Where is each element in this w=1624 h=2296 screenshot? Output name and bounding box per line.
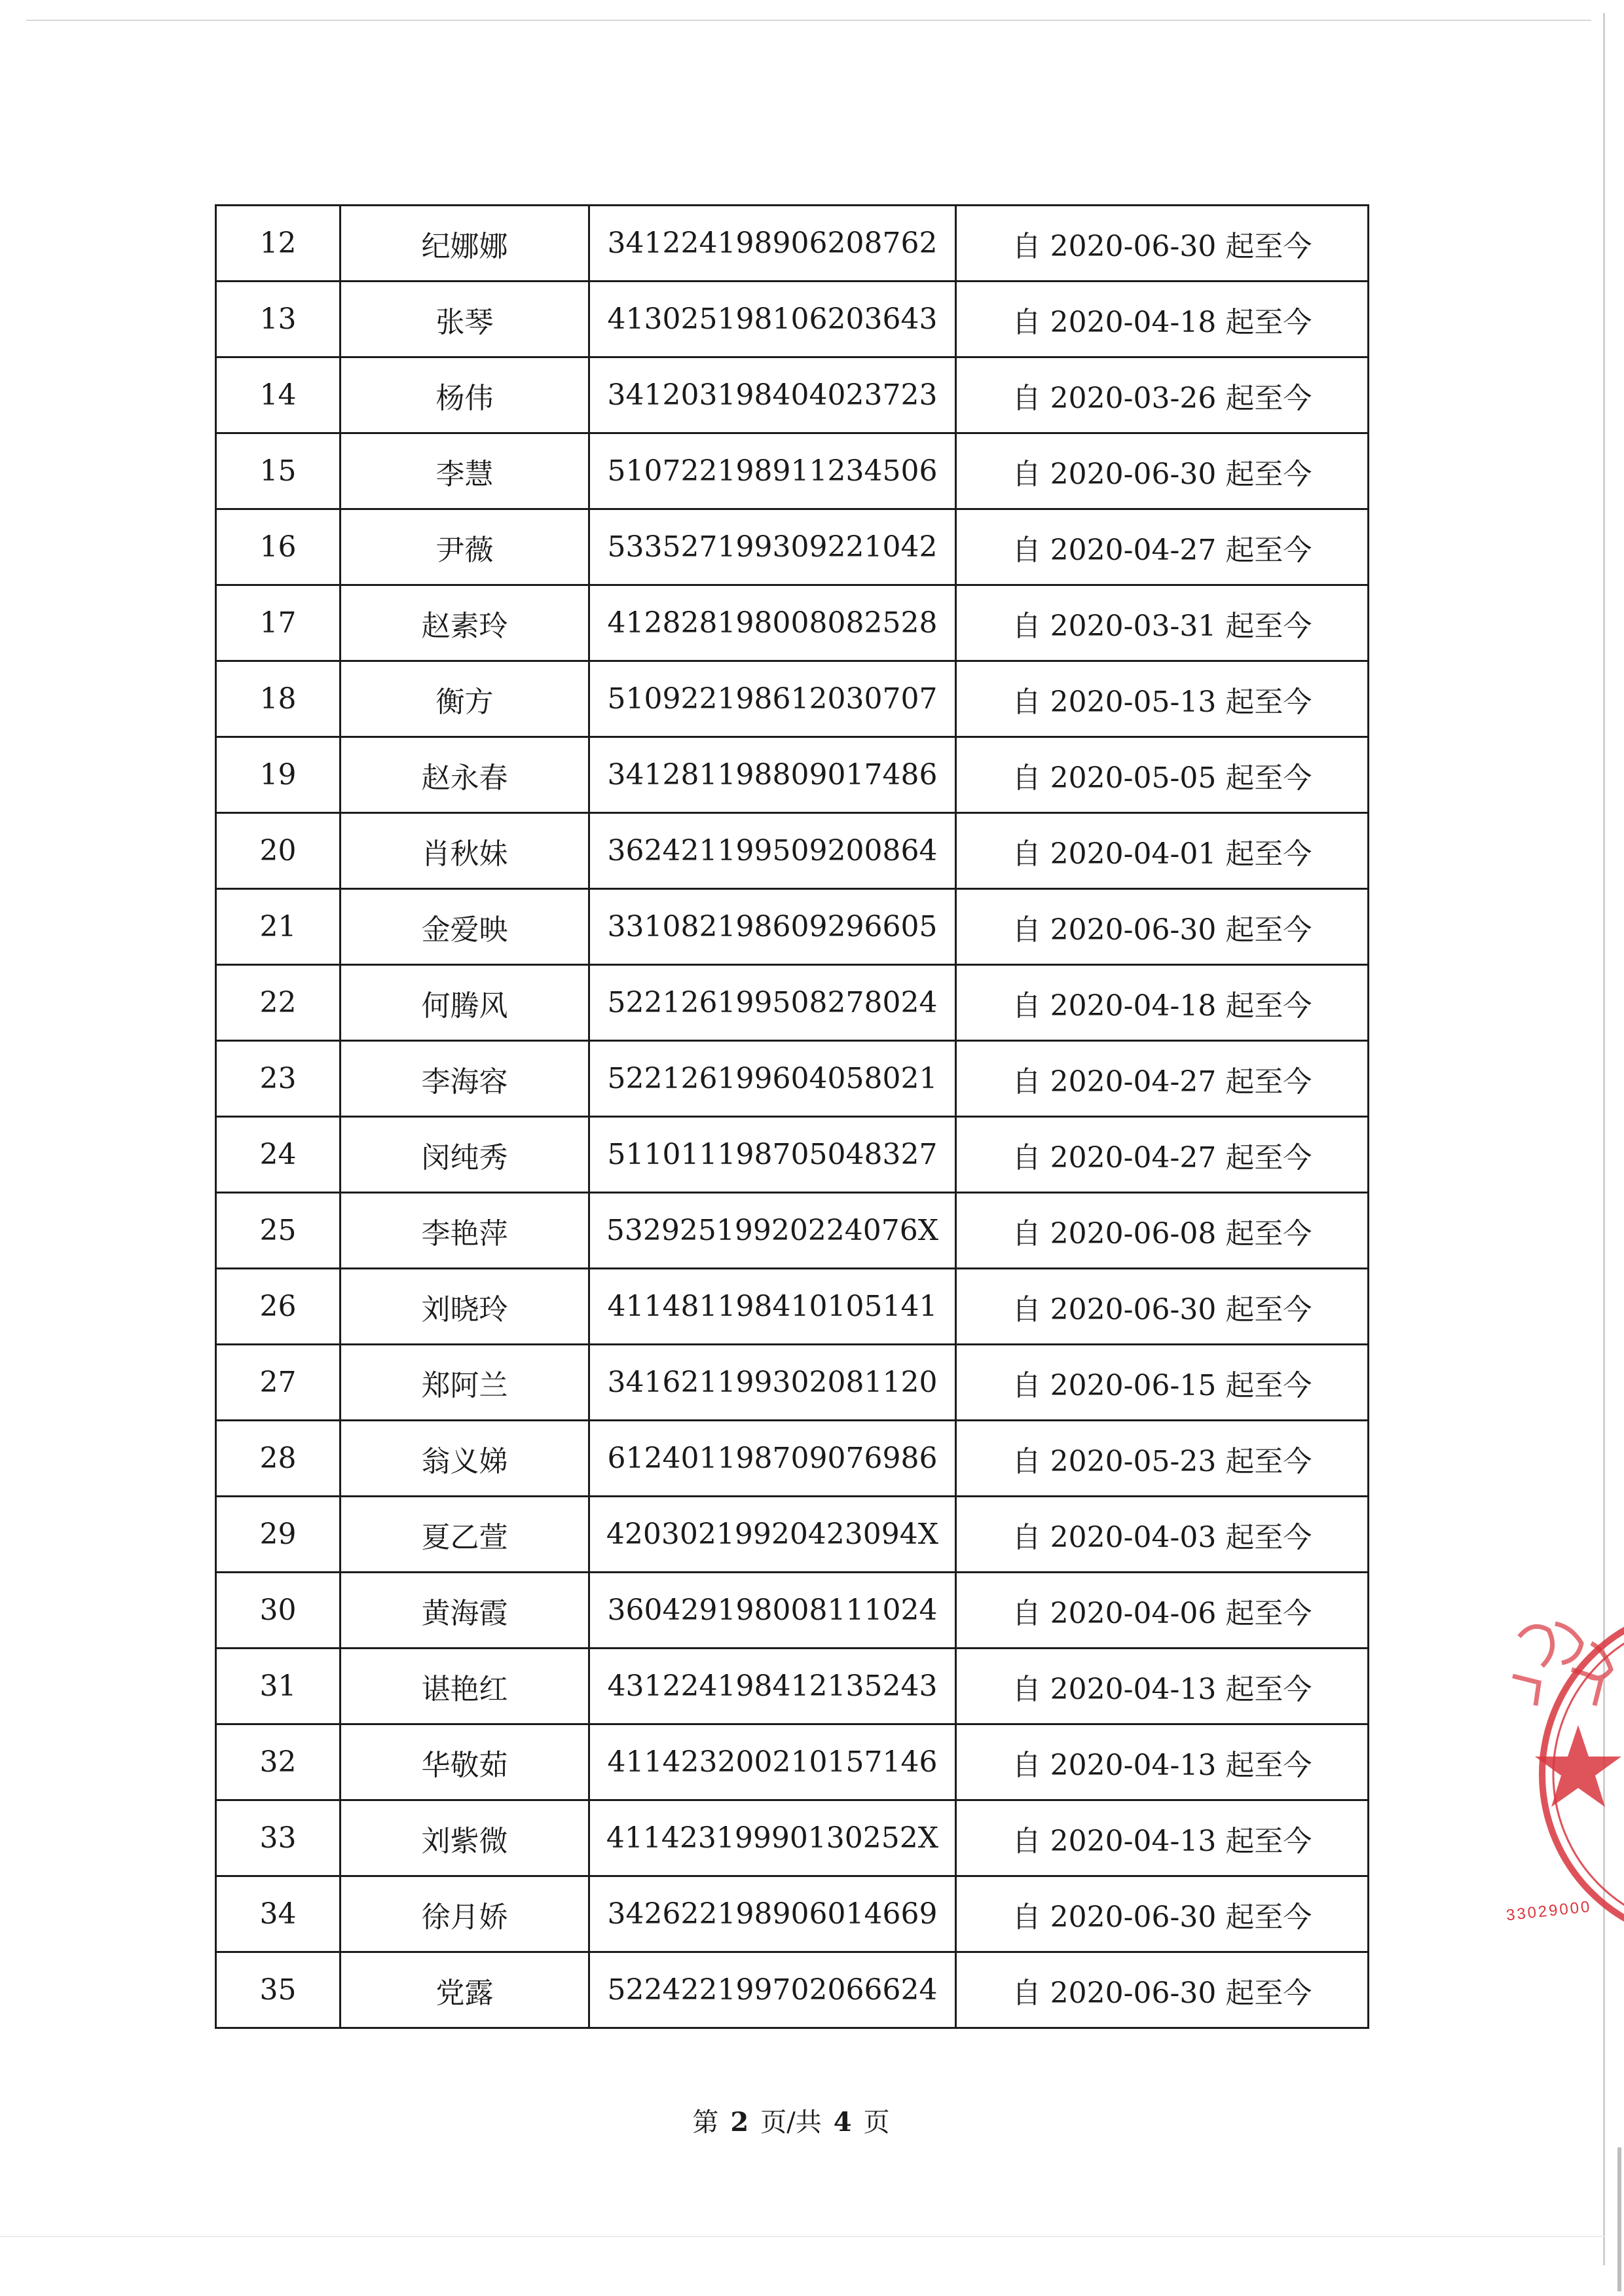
period-cell: 自 2020-04-27 起至今 <box>956 509 1369 585</box>
row-number-cell: 16 <box>216 509 341 585</box>
table-row <box>216 737 1369 813</box>
table-row <box>216 585 1369 661</box>
page-number-footer <box>0 2102 1582 2139</box>
scan-edge-top <box>26 20 1591 21</box>
row-number-cell: 21 <box>216 889 341 965</box>
name-cell: 郑阿兰 <box>341 1345 589 1421</box>
table-row <box>216 661 1369 737</box>
period-cell: 自 2020-04-03 起至今 <box>956 1497 1369 1573</box>
table-row <box>216 1724 1369 1800</box>
id-number-cell: 341621199302081120 <box>589 1345 956 1421</box>
id-number-cell: 331082198609296605 <box>589 889 956 965</box>
period-cell: 自 2020-06-30 起至今 <box>956 206 1369 282</box>
table-row <box>216 813 1369 889</box>
name-cell: 谌艳红 <box>341 1649 589 1724</box>
table-row <box>216 965 1369 1041</box>
name-cell: 党露 <box>341 1952 589 2028</box>
name-cell: 赵素玲 <box>341 585 589 661</box>
period-cell: 自 2020-04-01 起至今 <box>956 813 1369 889</box>
row-number-cell: 19 <box>216 737 341 813</box>
row-number-cell: 18 <box>216 661 341 737</box>
seal-code: 33029000 <box>1505 1897 1593 1925</box>
name-cell: 李海容 <box>341 1041 589 1117</box>
footer-suffix: 页 <box>863 2107 890 2138</box>
name-cell: 华敬茹 <box>341 1724 589 1800</box>
name-cell: 刘晓玲 <box>341 1269 589 1345</box>
name-cell: 何腾风 <box>341 965 589 1041</box>
table-row <box>216 1193 1369 1269</box>
id-number-cell: 341203198404023723 <box>589 357 956 433</box>
period-cell: 自 2020-04-06 起至今 <box>956 1573 1369 1649</box>
id-number-cell: 522422199702066624 <box>589 1952 956 2028</box>
period-cell: 自 2020-06-30 起至今 <box>956 1876 1369 1952</box>
id-number-cell: 510722198911234506 <box>589 433 956 509</box>
id-number-cell: 411423200210157146 <box>589 1724 956 1800</box>
scan-edge-binding <box>1617 2147 1621 2291</box>
id-number-cell: 522126199508278024 <box>589 965 956 1041</box>
name-cell: 纪娜娜 <box>341 206 589 282</box>
id-number-cell: 342622198906014669 <box>589 1876 956 1952</box>
period-cell: 自 2020-04-18 起至今 <box>956 965 1369 1041</box>
name-cell: 翁义娣 <box>341 1421 589 1497</box>
row-number-cell: 33 <box>216 1800 341 1876</box>
row-number-cell: 28 <box>216 1421 341 1497</box>
table-row <box>216 357 1369 433</box>
period-cell: 自 2020-06-30 起至今 <box>956 433 1369 509</box>
period-cell: 自 2020-06-15 起至今 <box>956 1345 1369 1421</box>
table-row <box>216 1117 1369 1193</box>
row-number-cell: 32 <box>216 1724 341 1800</box>
table-row <box>216 1649 1369 1724</box>
table-row <box>216 1497 1369 1573</box>
id-number-cell: 341281198809017486 <box>589 737 956 813</box>
period-cell: 自 2020-04-13 起至今 <box>956 1800 1369 1876</box>
row-number-cell: 17 <box>216 585 341 661</box>
total-page-number: 4 <box>833 2107 852 2138</box>
table-row <box>216 1876 1369 1952</box>
row-number-cell: 14 <box>216 357 341 433</box>
scan-edge-bottom <box>0 2236 1604 2237</box>
period-cell: 自 2020-06-08 起至今 <box>956 1193 1369 1269</box>
name-cell: 李艳萍 <box>341 1193 589 1269</box>
id-number-cell: 431224198412135243 <box>589 1649 956 1724</box>
row-number-cell: 31 <box>216 1649 341 1724</box>
name-cell: 尹薇 <box>341 509 589 585</box>
id-number-cell: 511011198705048327 <box>589 1117 956 1193</box>
period-cell: 自 2020-04-13 起至今 <box>956 1649 1369 1724</box>
name-cell: 张琴 <box>341 282 589 357</box>
period-cell: 自 2020-03-26 起至今 <box>956 357 1369 433</box>
period-cell: 自 2020-06-30 起至今 <box>956 1952 1369 2028</box>
name-cell: 徐月娇 <box>341 1876 589 1952</box>
footer-prefix: 第 <box>692 2107 719 2138</box>
row-number-cell: 35 <box>216 1952 341 2028</box>
id-number-cell: 612401198709076986 <box>589 1421 956 1497</box>
id-number-cell: 41142319990130252X <box>589 1800 956 1876</box>
row-number-cell: 22 <box>216 965 341 1041</box>
table-row <box>216 206 1369 282</box>
name-cell: 金爱映 <box>341 889 589 965</box>
id-number-cell: 413025198106203643 <box>589 282 956 357</box>
table-row <box>216 1421 1369 1497</box>
id-number-cell: 341224198906208762 <box>589 206 956 282</box>
row-number-cell: 27 <box>216 1345 341 1421</box>
id-number-cell: 510922198612030707 <box>589 661 956 737</box>
official-seal-stamp <box>1493 1597 1624 1951</box>
row-number-cell: 20 <box>216 813 341 889</box>
id-number-cell: 362421199509200864 <box>589 813 956 889</box>
period-cell: 自 2020-05-13 起至今 <box>956 661 1369 737</box>
table-row <box>216 1573 1369 1649</box>
table-row <box>216 1952 1369 2028</box>
id-number-cell: 42030219920423094X <box>589 1497 956 1573</box>
personnel-table <box>215 204 1369 2029</box>
id-number-cell: 533527199309221042 <box>589 509 956 585</box>
id-number-cell: 522126199604058021 <box>589 1041 956 1117</box>
row-number-cell: 25 <box>216 1193 341 1269</box>
footer-middle: 页/共 <box>760 2107 822 2138</box>
name-cell: 肖秋妹 <box>341 813 589 889</box>
table-row <box>216 282 1369 357</box>
table-row <box>216 433 1369 509</box>
name-cell: 衡方 <box>341 661 589 737</box>
name-cell: 夏乙萱 <box>341 1497 589 1573</box>
name-cell: 闵纯秀 <box>341 1117 589 1193</box>
row-number-cell: 23 <box>216 1041 341 1117</box>
period-cell: 自 2020-03-31 起至今 <box>956 585 1369 661</box>
table-row <box>216 1269 1369 1345</box>
row-number-cell: 15 <box>216 433 341 509</box>
row-number-cell: 29 <box>216 1497 341 1573</box>
id-number-cell: 360429198008111024 <box>589 1573 956 1649</box>
table-row <box>216 1800 1369 1876</box>
period-cell: 自 2020-04-18 起至今 <box>956 282 1369 357</box>
period-cell: 自 2020-04-27 起至今 <box>956 1041 1369 1117</box>
table-row <box>216 889 1369 965</box>
period-cell: 自 2020-04-27 起至今 <box>956 1117 1369 1193</box>
name-cell: 杨伟 <box>341 357 589 433</box>
id-number-cell: 412828198008082528 <box>589 585 956 661</box>
row-number-cell: 24 <box>216 1117 341 1193</box>
row-number-cell: 26 <box>216 1269 341 1345</box>
period-cell: 自 2020-06-30 起至今 <box>956 1269 1369 1345</box>
name-cell: 赵永春 <box>341 737 589 813</box>
id-number-cell: 53292519920224076X <box>589 1193 956 1269</box>
table-row <box>216 1345 1369 1421</box>
name-cell: 刘紫微 <box>341 1800 589 1876</box>
current-page-number: 2 <box>730 2107 749 2138</box>
period-cell: 自 2020-04-13 起至今 <box>956 1724 1369 1800</box>
personnel-table-body <box>216 206 1369 2028</box>
period-cell: 自 2020-05-05 起至今 <box>956 737 1369 813</box>
period-cell: 自 2020-05-23 起至今 <box>956 1421 1369 1497</box>
row-number-cell: 34 <box>216 1876 341 1952</box>
row-number-cell: 12 <box>216 206 341 282</box>
name-cell: 李慧 <box>341 433 589 509</box>
period-cell: 自 2020-06-30 起至今 <box>956 889 1369 965</box>
table-row <box>216 1041 1369 1117</box>
name-cell: 黄海霞 <box>341 1573 589 1649</box>
table-row <box>216 509 1369 585</box>
row-number-cell: 30 <box>216 1573 341 1649</box>
row-number-cell: 13 <box>216 282 341 357</box>
id-number-cell: 411481198410105141 <box>589 1269 956 1345</box>
